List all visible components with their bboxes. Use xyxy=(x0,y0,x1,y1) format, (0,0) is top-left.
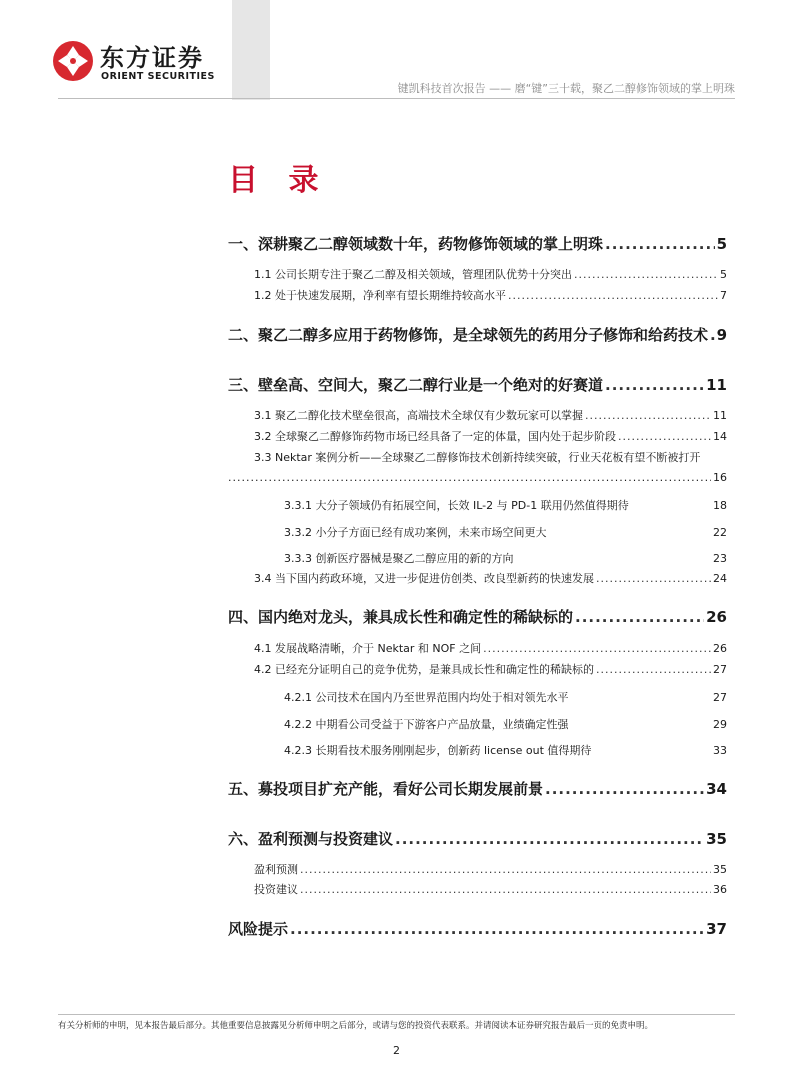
toc-entry-3-3-continuation[interactable] xyxy=(228,471,727,484)
toc-entry-page: 24 xyxy=(713,572,727,585)
toc-entry-section-3[interactable] xyxy=(228,374,727,395)
toc-entry-title: 三、壁垒高、空间大，聚乙二醇行业是一个绝对的好赛道 xyxy=(228,376,604,394)
toc-entry-title: 风险提示 xyxy=(228,920,289,938)
toc-entry-4-2-1[interactable] xyxy=(284,689,727,705)
toc-entry-page: 36 xyxy=(713,883,727,896)
toc-entry-page: 14 xyxy=(713,430,727,443)
toc-entry-page: 11 xyxy=(706,376,727,394)
toc-entry-page: 35 xyxy=(706,830,727,848)
footer-disclaimer: 有关分析师的申明，见本报告最后部分。其他重要信息披露见分析师申明之后部分，或请与您的投资代表联系。并请阅读本证券研究报告最后一页的免责申明。 xyxy=(58,1021,654,1031)
toc-entry-title: 4.2 已经充分证明自己的竞争优势，是兼具成长性和确定性的稀缺标的 xyxy=(254,663,594,676)
toc-entry-title: 3.3 Nektar 案例分析——全球聚乙二醇修饰技术创新持续突破，行业天花板有望不断被打开 xyxy=(254,451,701,464)
toc-leader xyxy=(574,268,718,281)
toc-entry-title: 投资建议 xyxy=(254,883,298,896)
toc-entry-page: 11 xyxy=(713,409,727,422)
toc-entry-3-1[interactable] xyxy=(254,407,727,423)
toc-leader xyxy=(585,409,711,422)
toc-entry-title: 1.1 公司长期专注于聚乙二醇及相关领域，管理团队优势十分突出 xyxy=(254,268,572,281)
toc-entry-earnings-forecast[interactable] xyxy=(254,861,727,877)
footer-divider xyxy=(58,1014,735,1015)
toc-entry-title: 二、聚乙二醇多应用于药物修饰，是全球领先的药用分子修饰和给药技术 xyxy=(228,326,709,344)
toc-entry-title: 3.3.3 创新医疗器械是聚乙二醇应用的新的方向 xyxy=(284,552,514,565)
toc-entry-3-3-2[interactable] xyxy=(284,524,727,540)
toc-leader xyxy=(575,608,704,626)
toc-entry-title: 4.2.3 长期看技术服务刚刚起步，创新药 license out 值得期待 xyxy=(284,744,592,757)
toc-leader xyxy=(300,883,711,896)
toc-entry-page: 23 xyxy=(713,552,727,565)
toc-entry-page: 9 xyxy=(716,326,727,344)
toc-entry-title: 4.1 发展战略清晰，介于 Nektar 和 NOF 之间 xyxy=(254,642,482,655)
toc-entry-section-4[interactable] xyxy=(228,606,727,627)
toc-leader xyxy=(618,430,711,443)
page-number: 2 xyxy=(393,1044,400,1057)
toc-leader xyxy=(483,642,711,655)
toc-leader xyxy=(508,289,718,302)
toc-entry-1-2[interactable] xyxy=(254,287,727,303)
toc-entry-3-3[interactable] xyxy=(254,449,727,465)
toc-entry-title: 六、盈利预测与投资建议 xyxy=(228,830,394,848)
logo-chinese-name: 东方证券 xyxy=(100,44,204,72)
toc-leader xyxy=(596,572,711,585)
toc-entry-page: 5 xyxy=(720,268,727,281)
toc-entry-title: 3.4 当下国内药政环境，又进一步促进仿创类、改良型新药的快速发展 xyxy=(254,572,594,585)
toc-entry-4-2-3[interactable] xyxy=(284,742,727,758)
toc-entry-page: 37 xyxy=(706,920,727,938)
toc-entry-1-1[interactable] xyxy=(254,266,727,282)
toc-entry-title: 五、募投项目扩充产能，看好公司长期发展前景 xyxy=(228,780,544,798)
toc-entry-3-3-1[interactable] xyxy=(284,497,727,513)
toc-leader xyxy=(300,863,711,876)
toc-entry-title: 3.3.1 大分子领域仍有拓展空间，长效 IL-2 与 PD-1 联用仍然值得期待 xyxy=(284,499,629,512)
toc-entry-title: 1.2 处于快速发展期，净利率有望长期维持较高水平 xyxy=(254,289,506,302)
toc-entry-page: 7 xyxy=(720,289,727,302)
toc-entry-page: 22 xyxy=(713,526,727,539)
toc-entry-3-3-3[interactable] xyxy=(284,550,727,566)
toc-leader xyxy=(596,663,711,676)
toc-leader xyxy=(605,235,715,253)
toc-entry-section-2[interactable] xyxy=(228,324,727,345)
toc-entry-title: 3.3.2 小分子方面已经有成功案例，未来市场空间更大 xyxy=(284,526,547,539)
toc-entry-4-2-2[interactable] xyxy=(284,716,727,732)
toc-leader xyxy=(605,376,704,394)
toc-entry-title: 盈利预测 xyxy=(254,863,298,876)
toc-entry-page: 18 xyxy=(713,499,727,512)
toc-entry-risk-warning[interactable] xyxy=(228,918,727,939)
toc-leader xyxy=(228,471,711,484)
toc-entry-page: 26 xyxy=(713,642,727,655)
toc-entry-title: 4.2.1 公司技术在国内乃至世界范围内均处于相对领先水平 xyxy=(284,691,569,704)
toc-entry-title: 一、深耕聚乙二醇领域数十年，药物修饰领域的掌上明珠 xyxy=(228,235,604,253)
toc-entry-title: 3.1 聚乙二醇化技术壁垒很高，高端技术全球仅有少数玩家可以掌握 xyxy=(254,409,583,422)
toc-entry-page: 33 xyxy=(713,744,727,757)
toc-entry-page: 16 xyxy=(713,471,727,484)
toc-leader xyxy=(395,830,704,848)
logo-english-name: ORIENT SECURITIES xyxy=(101,71,215,82)
toc-entry-title: 3.2 全球聚乙二醇修饰药物市场已经具备了一定的体量，国内处于起步阶段 xyxy=(254,430,616,443)
toc-entry-title: 四、国内绝对龙头，兼具成长性和确定性的稀缺标的 xyxy=(228,608,574,626)
toc-entry-investment-advice[interactable] xyxy=(254,881,727,897)
toc-entry-page: 5 xyxy=(716,235,727,253)
toc-entry-title: 4.2.2 中期看公司受益于下游客户产品放量，业绩确定性强 xyxy=(284,718,569,731)
toc-entry-3-2[interactable] xyxy=(254,428,727,444)
toc-entry-page: 27 xyxy=(713,691,727,704)
toc-entry-4-1[interactable] xyxy=(254,640,727,656)
toc-entry-section-5[interactable] xyxy=(228,778,727,799)
toc-entry-page: 35 xyxy=(713,863,727,876)
toc-entry-page: 27 xyxy=(713,663,727,676)
toc-entry-section-6[interactable] xyxy=(228,828,727,849)
report-header-title: 键凯科技首次报告 —— 磨“键”三十载，聚乙二醇修饰领域的掌上明珠 xyxy=(397,82,735,95)
toc-leader xyxy=(545,780,704,798)
toc-entry-page: 26 xyxy=(706,608,727,626)
toc-heading: 目 录 xyxy=(228,163,329,198)
toc-leader xyxy=(710,326,715,344)
toc-entry-section-1[interactable] xyxy=(228,233,727,254)
toc-entry-3-4[interactable] xyxy=(254,570,727,586)
toc-entry-page: 34 xyxy=(706,780,727,798)
toc-entry-page: 29 xyxy=(713,718,727,731)
toc-entry-4-2[interactable] xyxy=(254,661,727,677)
toc-leader xyxy=(290,920,704,938)
